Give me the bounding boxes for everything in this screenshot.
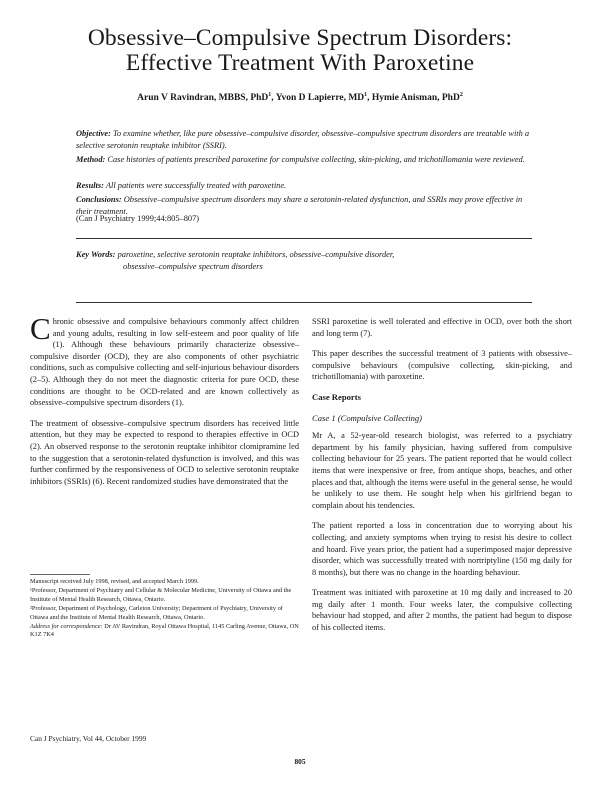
footnote-2: ²Professor, Department of Psychology, Carleton University; Department of Psychiatry, University of Ottawa and the Institute of Mental Health Research, Ottawa, Ontario. — [30, 605, 283, 621]
journal-footer: Can J Psychiatry, Vol 44, October 1999 — [30, 734, 147, 743]
divider-bottom — [76, 302, 532, 303]
body-left-column — [30, 311, 299, 496]
footnote-correspondence — [30, 623, 299, 640]
section-heading: Case Reports — [312, 391, 361, 402]
paragraph — [30, 311, 299, 409]
abstract-method — [76, 154, 532, 166]
title-line-2: Effective Treatment With Paroxetine — [125, 50, 475, 76]
paragraph-text: hronic obsessive and compulsive behaviours commonly affect children and young adults, resulting in low self-esteem and poor quality of life (1). Although these behaviours primarily characterize obsessive–compulsive disorder (OCD), they are also components of other psychiatric conditions, such as compulsive collecting and self-injurious behaviour disorders (2–5). Although they do not meet the diagnostic criteria for pure OCD, these conditions are thought to be OCD-related and are known collectively as obsessive–compulsive spectrum disorders (1). — [30, 317, 299, 408]
footnote-1: ¹Professor, Department of Psychiatry and Cellular & Molecular Medicine, University of Ottawa and the Institute of Mental Health Research, Ottawa, Ontario. — [30, 587, 292, 603]
author-1-affil: 1 — [268, 92, 272, 98]
method-label: Method: — [76, 155, 106, 164]
title-line-1: Obsessive–Compulsive Spectrum Disorders: — [87, 25, 513, 51]
author-3-affil: 2 — [459, 92, 463, 98]
paragraph: Treatment was initiated with paroxetine at 10 mg daily and increased to 20 mg daily after 1 month. Four weeks later, the compulsive collecting behaviour had stopped, and after 2 months, the patient had begun to dispose of his collected items. — [312, 588, 572, 633]
body-right-column — [312, 316, 572, 643]
paragraph: Mr A, a 52-year-old research biologist, was referred to a psychiatry department by his family physician, having suffered from compulsive collecting behaviour for 25 years. The patient reported that he would collect items that were inexpensive or free, from antique shops, beaches, and other places and that, although the items were useful in the general sense, he would be unlikely to use them. He sought help when his girlfriend began to complain about his tendencies. — [312, 431, 572, 510]
footnote-rule — [30, 574, 90, 575]
objective-label: Objective: — [76, 129, 111, 138]
conclusions-text: Obsessive–compulsive spectrum disorders may share a serotonin-related dysfunction, and SSRIs may prove effective in their treatment. — [76, 195, 523, 216]
keywords-line-1: paroxetine, selective serotonin reuptake inhibitors, obsessive–compulsive disorder, — [117, 250, 395, 259]
page-number: 805 — [294, 757, 306, 766]
citation: (Can J Psychiatry 1999;44:805–807) — [76, 214, 200, 223]
objective-text: To examine whether, like pure obsessive–compulsive disorder, obsessive–compulsive spectrum disorders are treatable with a selective serotonin reuptake inhibitor (SSRI). — [76, 129, 530, 150]
correspondence-text: Dr AV Ravindran, Royal Ottawa Hospital, 1145 Carling Avenue, Ottawa, ON K1Z 7K4 — [30, 623, 299, 639]
author-2-affil: 1 — [364, 92, 368, 98]
abstract-objective — [76, 128, 532, 152]
paragraph: The patient reported a loss in concentration due to worrying about his collecting, and anxiety symptoms when trying to resist his desire to collect and hoard. Five years prior, the patient had a superimposed major depressive disorder, which was successfully treated with nortriptyline (150 mg daily for 8 months), but there was no change in the hoarding behaviour. — [312, 521, 572, 577]
paragraph: SSRI paroxetine is well tolerated and effective in OCD, over both the short and long term (7). — [312, 317, 572, 338]
authors: Arun V Ravindran, MBBS, PhD$^1$, Yvon D Lapierre, $MD^1$, Hymie Anisman, PhD$^2$ — [137, 92, 463, 104]
keywords-line-2: obsessive–compulsive spectrum disorders — [123, 262, 263, 271]
correspondence-label: Address for correspondence: — [30, 623, 103, 631]
author-3: Hymie Anisman, PhD — [371, 93, 460, 104]
abstract-results — [76, 180, 532, 192]
footnote-received: Manuscript received July 1998, revised, and accepted March 1999. — [30, 578, 199, 585]
subsection-heading: Case 1 (Compulsive Collecting) — [312, 412, 423, 423]
author-2: Yvon D Lapierre, MD — [275, 93, 365, 104]
conclusions-label: Conclusions: — [76, 195, 122, 204]
results-text: All patients were successfully treated with paroxetine. — [105, 181, 287, 190]
paragraph: This paper describes the successful treatment of 3 patients with obsessive–compulsive behaviours (compulsive collecting, skin-picking, and trichotillomania) with paroxetine. — [312, 349, 572, 382]
method-text: Case histories of patients prescribed paroxetine for compulsive collecting, skin-picking, and trichotillomania were reviewed. — [107, 155, 525, 164]
author-1: Arun V Ravindran, MBBS, PhD — [137, 93, 269, 104]
footnotes — [30, 578, 299, 641]
keywords-label: Key Words: — [76, 250, 116, 259]
divider-top — [76, 238, 532, 239]
drop-cap: C — [30, 311, 51, 346]
keywords — [76, 249, 532, 273]
results-label: Results: — [76, 181, 104, 190]
paragraph: The treatment of obsessive–compulsive spectrum disorders has received little attention, but they may be expected to respond to therapies effective in OCD (2). An observed response to the serotonin reuptake inhibitor clomipramine led to the suggestion that a serotonin-related dysfunction is involved, and this was further confirmed by the responsiveness of OCD to selective serotonin reuptake inhibitors (SSRIs) (6). Recent randomized studies have demonstrated that the — [30, 418, 299, 486]
